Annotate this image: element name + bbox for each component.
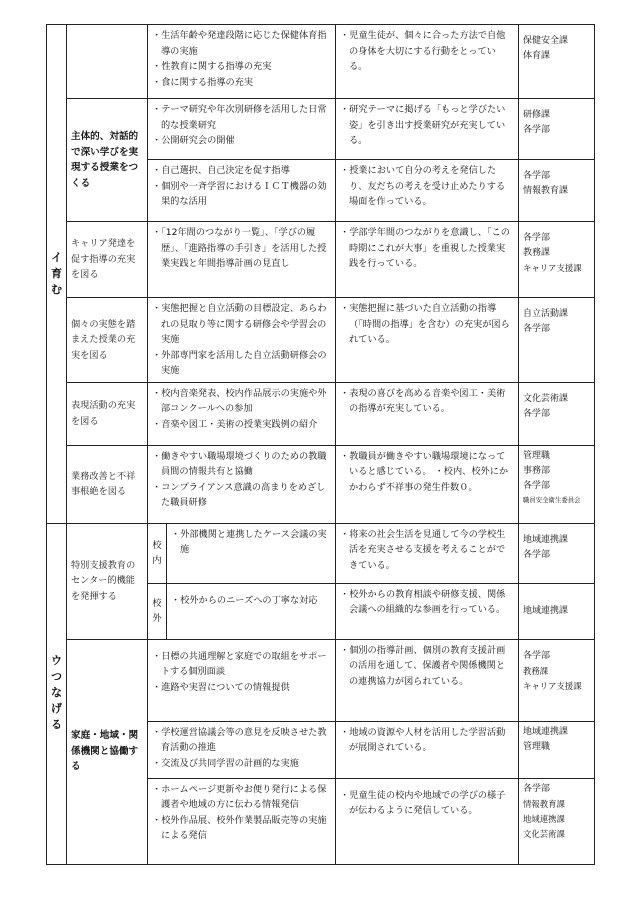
action-item: ・ 個別や一斉学習におけるＩＣＴ機器の効果的な活用 xyxy=(152,179,331,210)
action-item: ・ ホームページ更新やお便り発行による保護者や地域の方に伝わる情報発信 xyxy=(152,782,331,813)
outcome-text: ・ 校外からの教育相談や研修支援、関係会議への組織的な参画を行っている。 xyxy=(340,587,514,618)
outcome-cell xyxy=(336,160,519,222)
action-item: ・ 働きやすい職場環境づくりのための教職員間の情報共有と協働 xyxy=(152,449,331,480)
action-item: ・ 学校運営協議会等の意見を反映させた教育活動の推進 xyxy=(152,725,331,756)
action-item: ・ 校外作品展、校外作業製品販売等の実施による発信 xyxy=(152,813,331,844)
sub-label: 校外 xyxy=(148,583,167,639)
table-row xyxy=(47,222,595,298)
actions-cell xyxy=(148,778,336,864)
table-row xyxy=(47,639,595,721)
actions-cell xyxy=(148,222,336,298)
dept-name: 職員安全衛生委員会 xyxy=(523,495,581,504)
dept-name: 研修課 xyxy=(523,110,551,120)
action-item: ・ 「12年間のつながり一覧」、「学びの履歴」、「進路指導の手引き」を活用した授業実践と年間指導計画の見直し xyxy=(152,225,331,272)
goal-cell: キャリア発達を促す指導の充実を図る xyxy=(67,222,148,298)
dept-name: 教務課 xyxy=(523,248,551,258)
actions-cell xyxy=(148,298,336,383)
dept-name: 教務課 xyxy=(523,665,549,676)
outcome-cell xyxy=(336,298,519,383)
dept-cell xyxy=(519,382,595,445)
action-item: ・ 進路や実習についての情報提供 xyxy=(152,680,331,696)
table-row xyxy=(47,523,595,583)
dept-cell xyxy=(519,639,595,721)
goal-cell: 表現活動の充実を図る xyxy=(67,382,148,445)
action-item: ・ 交流及び共同学習の計画的な実施 xyxy=(152,756,331,772)
dept-cell xyxy=(519,298,595,383)
dept-name: キャリア支援課 xyxy=(523,680,582,691)
table-row xyxy=(47,445,595,523)
dept-name: 各学部 xyxy=(523,125,551,135)
plan-table-page xyxy=(46,24,594,865)
outcome-text: ・ 将来の社会生活を見通して今の学校生活を充実させる支援を考えることができている。 xyxy=(340,527,514,574)
dept-name: 各学部 xyxy=(523,408,551,419)
outcome-cell xyxy=(336,382,519,445)
goal-cell: 個々の実態を踏まえた授業の充実を図る xyxy=(67,298,148,383)
dept-cell xyxy=(519,721,595,778)
outcome-cell xyxy=(336,445,519,523)
school-plan-table xyxy=(46,24,595,865)
action-item: ・ 実態把握と自立活動の目標設定、あらわれの見取り等に関する研修会や学習会の実施 xyxy=(152,301,331,348)
dept-name: 地域連携課 xyxy=(523,534,569,545)
outcome-text: ・ 児童生徒が、個々に合った方法で自他の身体を大切にする行動をとっている。 xyxy=(340,28,514,75)
dept-cell xyxy=(519,160,595,222)
outcome-cell xyxy=(336,583,519,639)
dept-name: 各学部 xyxy=(523,171,551,181)
section-label: ウ つなげる xyxy=(51,654,62,732)
outcome-cell xyxy=(336,523,519,583)
section-iku xyxy=(47,25,67,524)
dept-name: 地域連携課 xyxy=(523,726,569,737)
actions-cell xyxy=(148,25,336,99)
goal-cell xyxy=(67,25,148,99)
action-item: ・ 校内音楽発表、校内作品展示の実施や外部コンクールへの参加 xyxy=(152,386,331,417)
action-item: ・ 性教育に関する指導の充実 xyxy=(152,59,331,75)
table-row xyxy=(47,99,595,160)
goal-cell: 業務改善と不祥事根絶を図る xyxy=(67,445,148,523)
dept-name: 自立活動課 xyxy=(523,309,569,319)
actions-cell xyxy=(167,523,336,583)
dept-name: 事務部 xyxy=(523,465,551,476)
dept-cell xyxy=(519,222,595,298)
actions-cell xyxy=(167,583,336,639)
outcome-cell xyxy=(336,99,519,160)
outcome-cell xyxy=(336,25,519,99)
dept-cell xyxy=(519,583,595,639)
outcome-text: ・ 実態把握に基づいた自立活動の指導（「時間の指導」を含む）の充実が図られている。 xyxy=(340,301,514,348)
outcome-text: ・ 教職員が働きやすい職場環境になっていると感じている。 ・校内、校外にかかわらず不祥事の発生件数０。 xyxy=(340,449,514,496)
action-item: ・ 音楽や図工・美術の授業実践例の紹介 xyxy=(152,417,331,433)
actions-cell xyxy=(148,721,336,778)
dept-cell xyxy=(519,445,595,523)
actions-cell xyxy=(148,160,336,222)
dept-cell xyxy=(519,99,595,160)
actions-cell xyxy=(148,445,336,523)
action-item: ・ 食に関する指導の充実 xyxy=(152,75,331,91)
outcome-text: ・ 表現の喜びを高める音楽や図工・美術の指導が充実している。 xyxy=(340,386,514,417)
dept-cell xyxy=(519,523,595,583)
section-label: イ 育む xyxy=(51,250,62,296)
dept-name: 各学部 xyxy=(523,480,551,491)
dept-name: 各学部 xyxy=(523,233,551,243)
dept-name: 文化芸術課 xyxy=(523,828,565,839)
outcome-text: ・ 研究テーマに掲げる「もっと学びたい姿」を引き出す授業研究が充実している。 xyxy=(340,102,514,149)
table-row xyxy=(47,382,595,445)
section-tsunageru xyxy=(47,523,67,864)
actions-cell xyxy=(148,99,336,160)
outcome-cell xyxy=(336,721,519,778)
action-item: ・ 外部専門家を活用した自立活動研修会の実施 xyxy=(152,348,331,379)
sub-label: 校内 xyxy=(148,523,167,583)
outcome-text: ・ 児童生徒の校内や地域での学びの様子が伝わるように発信している。 xyxy=(340,788,514,819)
action-item: ・ 自己選択、自己決定を促す指導 xyxy=(152,163,331,179)
action-item: ・ 公開研究会の開催 xyxy=(152,133,331,149)
outcome-text: ・ 授業において自分の考えを発信したり、友だちの考えを受け止めたりする場面を作っている。 xyxy=(340,163,514,210)
dept-name: 地域連携課 xyxy=(523,813,565,824)
outcome-cell xyxy=(336,778,519,864)
outcome-cell xyxy=(336,222,519,298)
dept-name: 管理職 xyxy=(523,450,551,461)
dept-name: 体育課 xyxy=(523,51,551,61)
outcome-text: ・ 個別の指導計画、個別の教育支援計画の活用を通して、保護者や関係機関との連携協力が図られている。 xyxy=(340,643,514,690)
table-row xyxy=(47,298,595,383)
dept-name: 各学部 xyxy=(523,549,551,560)
goal-cell: 家庭・地域・関係機関と協働する xyxy=(67,639,148,864)
actions-cell xyxy=(148,382,336,445)
action-item: ・ 生活年齢や発達段階に応じた保健体育指導の実施 xyxy=(152,28,331,59)
outcome-cell xyxy=(336,639,519,721)
action-item: ・ 外部機関と連携したケース会議の実施 xyxy=(171,527,331,558)
dept-cell xyxy=(519,778,595,864)
action-item: ・ コンプライアンス意識の高まりをめざした職員研修 xyxy=(152,480,331,511)
dept-name: 各学部 xyxy=(523,324,551,334)
dept-name: 各学部 xyxy=(523,783,551,794)
goal-cell: 主体的、対話的で深い学びを実現する授業をつくる xyxy=(67,99,148,222)
dept-name: 文化芸術課 xyxy=(523,393,569,404)
action-item: ・ 校外からのニーズへの丁寧な対応 xyxy=(171,593,331,609)
goal-cell: 特別支援教育のセンター的機能を発揮する xyxy=(67,523,148,639)
outcome-text: ・ 地域の資源や人材を活用した学習活動が展開されている。 xyxy=(340,725,514,756)
dept-name: 管理職 xyxy=(523,741,551,752)
dept-name: 情報教育課 xyxy=(523,186,569,196)
dept-name: 情報教育課 xyxy=(523,798,565,809)
actions-cell xyxy=(148,639,336,721)
dept-name: 保健安全課 xyxy=(523,36,569,46)
dept-name: 地域連携課 xyxy=(523,605,569,616)
table-row xyxy=(47,25,595,99)
dept-cell xyxy=(519,25,595,99)
dept-name: 各学部 xyxy=(523,650,551,661)
action-item: ・ テーマ研究や年次別研修を活用した日常的な授業研究 xyxy=(152,102,331,133)
action-item: ・ 日標の共通理解と家庭での取組をサポートする個別面談 xyxy=(152,649,331,680)
outcome-text: ・ 学部学年間のつながりを意識し、「この時期にこれが大事」を重視した授業実践を行っている。 xyxy=(340,225,514,272)
dept-name: キャリア支援課 xyxy=(523,263,582,273)
